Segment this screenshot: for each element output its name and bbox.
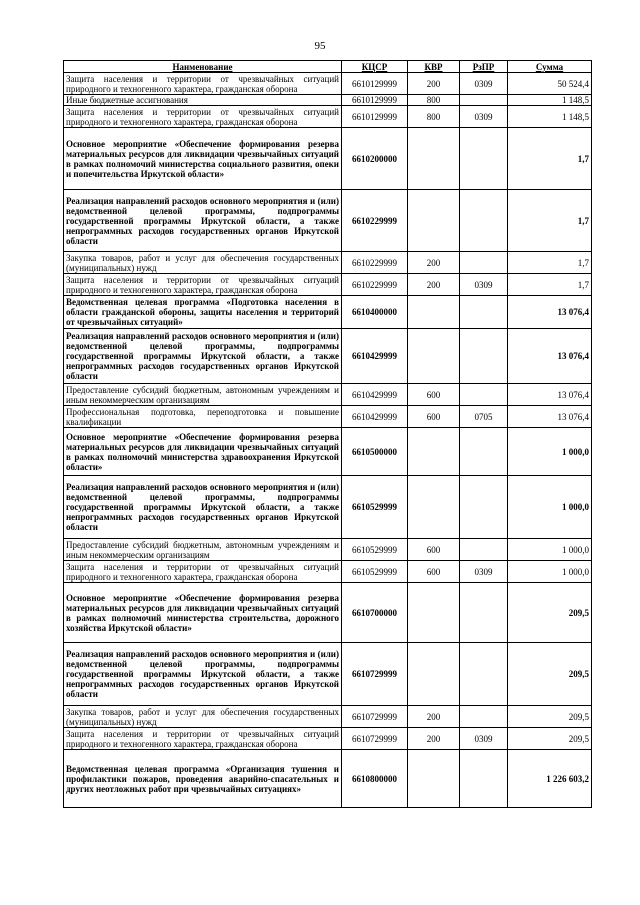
- table-row: [64, 476, 592, 539]
- cell-kcsr: 6610700000: [342, 583, 408, 643]
- cell-kvr: 200: [408, 728, 460, 750]
- table-row: [64, 73, 592, 95]
- cell-kcsr: 6610129999: [342, 106, 408, 128]
- cell-rzpr: [460, 750, 508, 808]
- cell-rzpr: [460, 296, 508, 329]
- cell-kvr: 600: [408, 406, 460, 428]
- cell-name: Защита населения и территории от чрезвычайных ситуаций природного и техногенного характера, гражданская оборона: [64, 728, 342, 750]
- cell-kvr: [408, 476, 460, 539]
- cell-kcsr: 6610500000: [342, 428, 408, 476]
- cell-kvr: 600: [408, 384, 460, 406]
- table-row: [64, 128, 592, 190]
- header-sum: Сумма: [508, 61, 592, 73]
- cell-rzpr: [460, 384, 508, 406]
- header-kcsr: КЦСР: [342, 61, 408, 73]
- cell-rzpr: [460, 190, 508, 252]
- cell-kcsr: 6610729999: [342, 706, 408, 728]
- cell-kcsr: 6610429999: [342, 329, 408, 384]
- cell-kvr: 200: [408, 73, 460, 95]
- cell-name: Основное мероприятие «Обеспечение формирования резерва материальных ресурсов для ликвидации чрезвычайных ситуаций в рамках полномочий министерства строительства, дорожного хозяйства Иркутской области»: [64, 583, 342, 643]
- table-row: [64, 561, 592, 583]
- cell-kvr: 600: [408, 539, 460, 561]
- cell-rzpr: [460, 128, 508, 190]
- cell-rzpr: 0705: [460, 406, 508, 428]
- cell-name: Защита населения и территории от чрезвычайных ситуаций природного и техногенного характера, гражданская оборона: [64, 274, 342, 296]
- table-row: [64, 643, 592, 706]
- table-row: [64, 384, 592, 406]
- cell-name: Реализация направлений расходов основного мероприятия и (или) ведомственной целевой программы, подпрограммы государственной программы Иркутской области, а также непрограммных расходов государственных органов Иркутской области: [64, 476, 342, 539]
- page-number: 95: [314, 40, 326, 52]
- cell-name: Предоставление субсидий бюджетным, автономным учреждениям и иным некоммерческим организациям: [64, 539, 342, 561]
- table-row: [64, 274, 592, 296]
- table-row: [64, 728, 592, 750]
- cell-kvr: 800: [408, 106, 460, 128]
- cell-kcsr: 6610429999: [342, 406, 408, 428]
- cell-kcsr: 6610729999: [342, 728, 408, 750]
- cell-rzpr: 0309: [460, 561, 508, 583]
- cell-rzpr: [460, 539, 508, 561]
- cell-sum: 1 000,0: [508, 539, 592, 561]
- cell-kcsr: 6610529999: [342, 539, 408, 561]
- header-rzpr: РзПР: [460, 61, 508, 73]
- cell-rzpr: [460, 95, 508, 106]
- cell-rzpr: 0309: [460, 274, 508, 296]
- cell-sum: 13 076,4: [508, 384, 592, 406]
- cell-sum: 1 000,0: [508, 561, 592, 583]
- cell-sum: 209,5: [508, 706, 592, 728]
- table-row: [64, 296, 592, 329]
- cell-sum: 1 226 603,2: [508, 750, 592, 808]
- cell-kvr: [408, 750, 460, 808]
- cell-name: Защита населения и территории от чрезвычайных ситуаций природного и техногенного характера, гражданская оборона: [64, 561, 342, 583]
- cell-kcsr: 6610529999: [342, 476, 408, 539]
- cell-rzpr: 0309: [460, 73, 508, 95]
- budget-table: [63, 60, 592, 808]
- cell-kcsr: 6610729999: [342, 643, 408, 706]
- table-row: [64, 750, 592, 808]
- cell-kvr: [408, 296, 460, 329]
- table-row: [64, 329, 592, 384]
- cell-name: Закупка товаров, работ и услуг для обеспечения государственных (муниципальных) нужд: [64, 252, 342, 274]
- cell-name: Предоставление субсидий бюджетным, автономным учреждениям и иным некоммерческим организациям: [64, 384, 342, 406]
- cell-sum: 13 076,4: [508, 329, 592, 384]
- cell-name: Ведомственная целевая программа «Организация тушения и профилактики пожаров, проведения аварийно-спасательных и других неотложных работ при чрезвычайных ситуациях»: [64, 750, 342, 808]
- cell-rzpr: [460, 583, 508, 643]
- cell-sum: 1,7: [508, 190, 592, 252]
- cell-kvr: 200: [408, 252, 460, 274]
- cell-kcsr: 6610200000: [342, 128, 408, 190]
- cell-rzpr: [460, 476, 508, 539]
- cell-kvr: 200: [408, 274, 460, 296]
- cell-name: Защита населения и территории от чрезвычайных ситуаций природного и техногенного характера, гражданская оборона: [64, 73, 342, 95]
- header-kvr: КВР: [408, 61, 460, 73]
- cell-sum: 1,7: [508, 128, 592, 190]
- cell-kvr: [408, 583, 460, 643]
- cell-sum: 1,7: [508, 252, 592, 274]
- table-row: [64, 252, 592, 274]
- cell-name: Защита населения и территории от чрезвычайных ситуаций природного и техногенного характера, гражданская оборона: [64, 106, 342, 128]
- table-header-row: [64, 61, 592, 73]
- cell-sum: 1,7: [508, 274, 592, 296]
- cell-name: Ведомственная целевая программа «Подготовка населения в области гражданской обороны, защиты населения и территорий от чрезвычайных ситуаций»: [64, 296, 342, 329]
- table-row: [64, 706, 592, 728]
- table-row: [64, 428, 592, 476]
- cell-rzpr: [460, 706, 508, 728]
- cell-rzpr: [460, 428, 508, 476]
- cell-sum: 1 000,0: [508, 476, 592, 539]
- table-row: [64, 106, 592, 128]
- cell-sum: 50 524,4: [508, 73, 592, 95]
- table-row: [64, 95, 592, 106]
- cell-sum: 13 076,4: [508, 296, 592, 329]
- cell-name: Реализация направлений расходов основного мероприятия и (или) ведомственной целевой программы, подпрограммы государственной программы Иркутской области, а также непрограммных расходов государственных органов Иркутской области: [64, 329, 342, 384]
- cell-sum: 13 076,4: [508, 406, 592, 428]
- cell-sum: 1 148,5: [508, 106, 592, 128]
- cell-sum: 1 000,0: [508, 428, 592, 476]
- cell-kvr: [408, 428, 460, 476]
- cell-kcsr: 6610529999: [342, 561, 408, 583]
- cell-sum: 209,5: [508, 728, 592, 750]
- cell-kvr: [408, 128, 460, 190]
- cell-name: Основное мероприятие «Обеспечение формирования резерва материальных ресурсов для ликвидации чрезвычайных ситуаций в рамках полномочий министерства здравоохранения Иркутской области»: [64, 428, 342, 476]
- cell-name: Реализация направлений расходов основного мероприятия и (или) ведомственной целевой программы, подпрограммы государственной программы Иркутской области, а также непрограммных расходов государственных органов Иркутской области: [64, 190, 342, 252]
- cell-name: Основное мероприятие «Обеспечение формирования резерва материальных ресурсов для ликвидации чрезвычайных ситуаций в рамках полномочий министерства социального развития, опеки и попечительства Иркутской области»: [64, 128, 342, 190]
- cell-rzpr: 0309: [460, 728, 508, 750]
- cell-kcsr: 6610229999: [342, 252, 408, 274]
- cell-rzpr: [460, 329, 508, 384]
- cell-rzpr: [460, 252, 508, 274]
- cell-name: Профессиональная подготовка, переподготовка и повышение квалификации: [64, 406, 342, 428]
- cell-kcsr: 6610800000: [342, 750, 408, 808]
- table-body: [64, 73, 592, 808]
- cell-name: Закупка товаров, работ и услуг для обеспечения государственных (муниципальных) нужд: [64, 706, 342, 728]
- cell-kcsr: 6610129999: [342, 73, 408, 95]
- cell-sum: 209,5: [508, 643, 592, 706]
- cell-rzpr: 0309: [460, 106, 508, 128]
- cell-kvr: [408, 329, 460, 384]
- cell-kvr: [408, 643, 460, 706]
- cell-kcsr: 6610229999: [342, 274, 408, 296]
- cell-kcsr: 6610229999: [342, 190, 408, 252]
- table-row: [64, 583, 592, 643]
- table-row: [64, 190, 592, 252]
- table-row: [64, 539, 592, 561]
- cell-kcsr: 6610129999: [342, 95, 408, 106]
- cell-sum: 1 148,5: [508, 95, 592, 106]
- cell-rzpr: [460, 643, 508, 706]
- cell-kvr: 600: [408, 561, 460, 583]
- cell-kvr: 800: [408, 95, 460, 106]
- cell-kcsr: 6610429999: [342, 384, 408, 406]
- table-row: [64, 406, 592, 428]
- cell-sum: 209,5: [508, 583, 592, 643]
- header-name: Наименование: [64, 61, 342, 73]
- cell-kvr: [408, 190, 460, 252]
- cell-kcsr: 6610400000: [342, 296, 408, 329]
- cell-kvr: 200: [408, 706, 460, 728]
- cell-name: Реализация направлений расходов основного мероприятия и (или) ведомственной целевой программы, подпрограммы государственной программы Иркутской области, а также непрограммных расходов государственных органов Иркутской области: [64, 643, 342, 706]
- cell-name: Иные бюджетные ассигнования: [64, 95, 342, 106]
